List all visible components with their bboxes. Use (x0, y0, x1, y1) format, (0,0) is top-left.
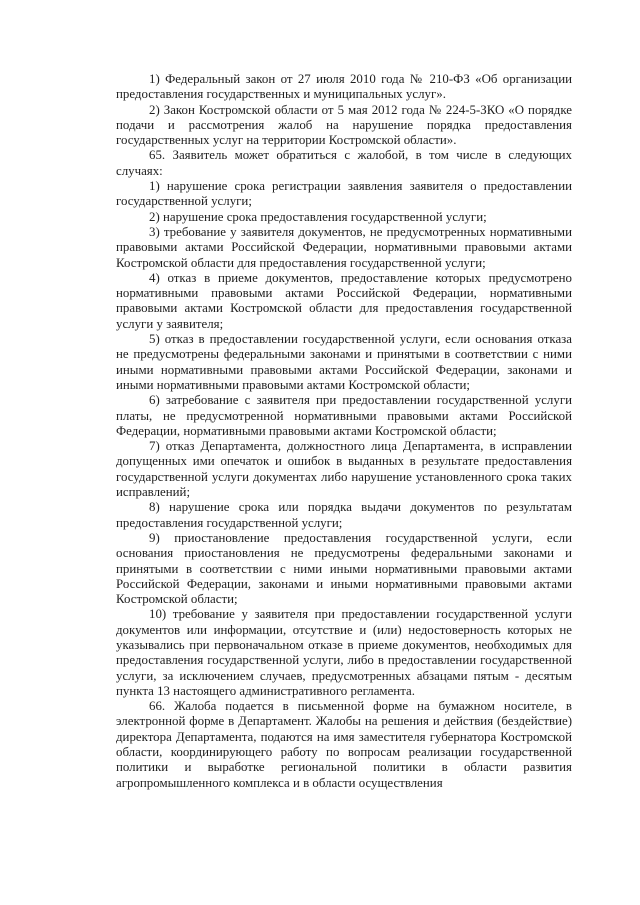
list-item-9: 9) приостановление предоставления государственной услуги, если основания приостановления не предусмотрены федеральными законами и принятыми в соответствии с ними иными нормативными правовыми актами Российской Федерации, законами и иными нормативными правовыми актами Костромской области; (116, 530, 572, 607)
document-body (116, 72, 572, 791)
paragraph-law-210-fz: 1) Федеральный закон от 27 июля 2010 года № 210-ФЗ «Об организации предоставления государственных и муниципальных услуг». (116, 72, 572, 102)
paragraph-law-224-5-zko: 2) Закон Костромской области от 5 мая 2012 года № 224-5-ЗКО «О порядке подачи и рассмотрения жалоб на нарушение порядка предоставления государственных услуг на территории Костромской области». (116, 102, 572, 148)
list-item-7: 7) отказ Департамента, должностного лица Департамента, в исправлении допущенных ими опечаток и ошибок в выданных в результате предоставления государственной услуги документах либо нарушение установленного срока таких исправлений; (116, 439, 572, 500)
list-item-4: 4) отказ в приеме документов, предоставление которых предусмотрено нормативными правовыми актами Российской Федерации, нормативными правовыми актами Костромской области для предоставления государственной услуги у заявителя; (116, 270, 572, 331)
list-item-8: 8) нарушение срока или порядка выдачи документов по результатам предоставления государственной услуги; (116, 500, 572, 530)
paragraph-66: 66. Жалоба подается в письменной форме на бумажном носителе, в электронной форме в Департамент. Жалобы на решения и действия (бездействие) директора Департамента, подаются на имя заместителя губернатора Костромской области, координирующего работу по вопросам реализации государственной политики и выработке региональной политики в области развития агропромышленного комплекса и в области осуществления (116, 699, 572, 790)
list-item-3: 3) требование у заявителя документов, не предусмотренных нормативными правовыми актами Российской Федерации, нормативными правовыми актами Костромской области для предоставления государственной услуги; (116, 224, 572, 270)
list-item-6: 6) затребование с заявителя при предоставлении государственной услуги платы, не предусмотренной нормативными правовыми актами Российской Федерации, нормативными правовыми актами Костромской области; (116, 393, 572, 438)
list-item-5: 5) отказ в предоставлении государственной услуги, если основания отказа не предусмотрены федеральными законами и принятыми в соответствии с ними иными нормативными правовыми актами Российской Федерации, законами и иными нормативными правовыми актами Костромской области; (116, 332, 572, 392)
list-item-1: 1) нарушение срока регистрации заявления заявителя о предоставлении государственной услуги; (116, 179, 572, 209)
paragraph-65-intro: 65. Заявитель может обратиться с жалобой, в том числе в следующих случаях: (116, 148, 572, 178)
list-item-2: 2) нарушение срока предоставления государственной услуги; (149, 209, 487, 224)
list-item-10: 10) требование у заявителя при предоставлении государственной услуги документов или информации, отсутствие и (или) недостоверность которых не указывались при первоначальном отказе в приеме документов, необходимых для предоставления государственной услуги, либо в предоставлении государственной услуги, за исключением случаев, предусмотренных абзацами пятым - десятым пункта 13 настоящего административного регламента. (116, 607, 572, 698)
